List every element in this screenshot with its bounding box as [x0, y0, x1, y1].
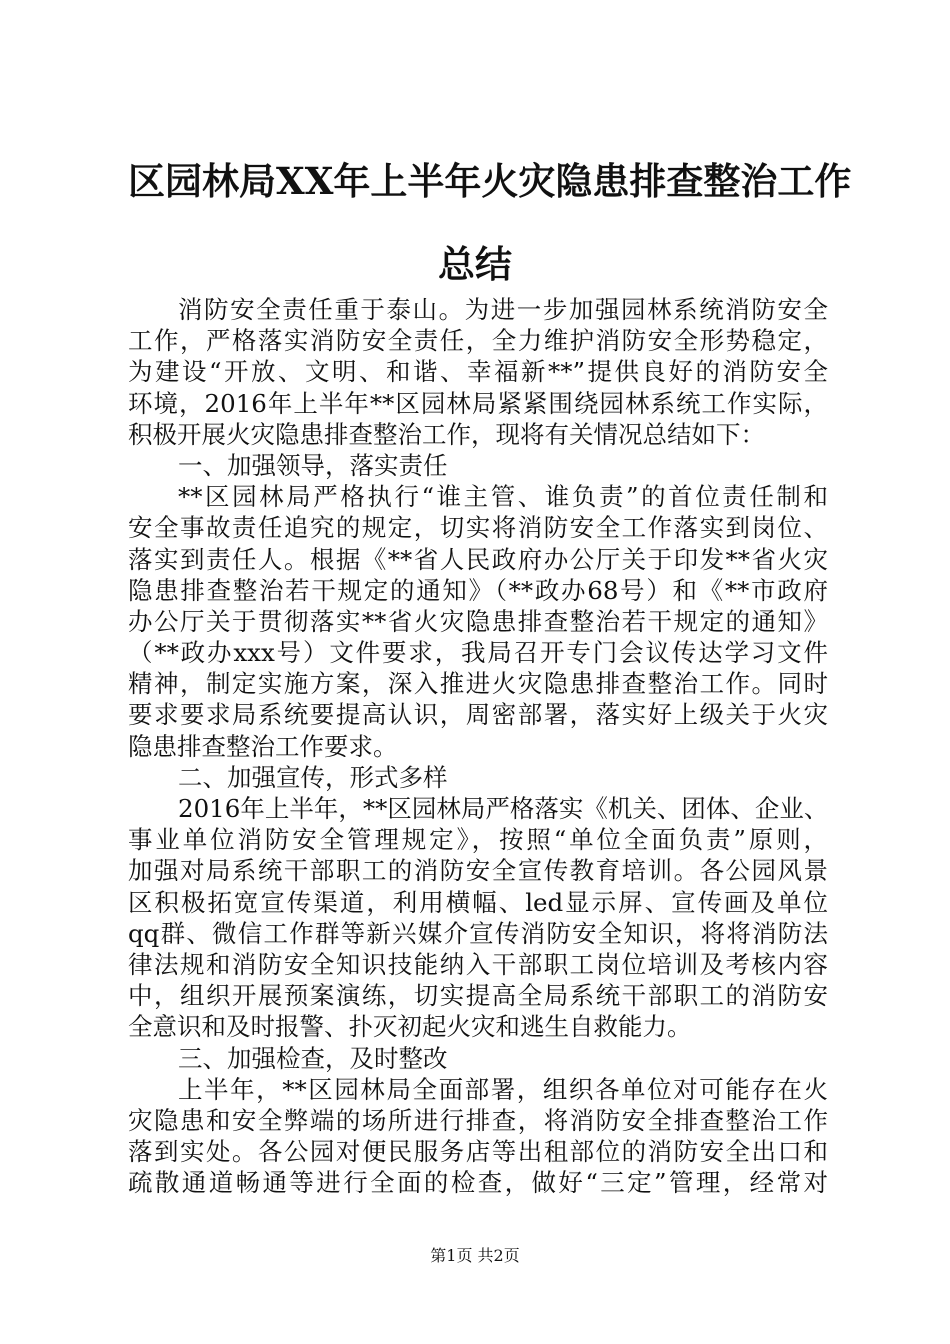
body-line: 上半年，**区园林局全面部署，组织各单位对可能存在火 — [178, 1074, 828, 1104]
section-heading-2: 二、加强宣传，形式多样 — [178, 762, 448, 792]
body-line: 律法规和消防安全知识技能纳入干部职工岗位培训及考核内容 — [128, 949, 828, 979]
body-line: 精神，制定实施方案，深入推进火灾隐患排查整治工作。同时 — [128, 669, 828, 699]
page-footer: 第1页 共2页 — [430, 1246, 520, 1265]
document-body — [128, 294, 828, 1198]
section-heading-1: 一、加强领导，落实责任 — [178, 450, 448, 480]
body-line: 事业单位消防安全管理规定》，按照“单位全面负责”原则， — [128, 825, 828, 855]
body-line: 积极开展火灾隐患排查整治工作，现将有关情况总结如下： — [128, 419, 765, 449]
body-line: 工作，严格落实消防安全责任，全力维护消防安全形势稳定， — [128, 326, 828, 356]
body-line: 加强对局系统干部职工的消防安全宣传教育培训。各公园风景 — [128, 856, 828, 886]
body-line: 区积极拓宽宣传渠道，利用横幅、led显示屏、宣传画及单位 — [128, 887, 828, 917]
body-line: 隐患排查整治工作要求。 — [128, 731, 398, 761]
body-line: 落实到责任人。根据《**省人民政府办公厅关于印发**省火灾 — [128, 544, 828, 574]
document-title-line-1: 区园林局XX年上半年火灾隐患排查整治工作 — [128, 159, 852, 203]
body-line: 疏散通道畅通等进行全面的检查，做好“三定”管理，经常对 — [128, 1168, 828, 1198]
document-title-line-2: 总结 — [438, 242, 512, 286]
body-line: 2016年上半年，**区园林局严格落实《机关、团体、企业、 — [178, 794, 829, 823]
body-line: 安全事故责任追究的规定，切实将消防安全工作落实到岗位、 — [128, 513, 828, 543]
body-line: 消防安全责任重于泰山。为进一步加强园林系统消防安全 — [178, 295, 828, 324]
body-line: **区园林局严格执行“谁主管、谁负责”的首位责任制和 — [178, 482, 828, 512]
body-line: 中，组织开展预案演练，切实提高全局系统干部职工的消防安 — [128, 981, 828, 1011]
body-line: （**政办xxx号）文件要求，我局召开专门会议传达学习文件 — [128, 638, 828, 668]
body-line: 环境，2016年上半年**区园林局紧紧围绕园林系统工作实际， — [128, 388, 828, 418]
body-line: 落到实处。各公园对便民服务店等出租部位的消防安全出口和 — [128, 1137, 828, 1167]
body-line: 灾隐患和安全弊端的场所进行排查，将消防安全排查整治工作 — [128, 1105, 828, 1135]
body-line: 办公厅关于贯彻落实**省火灾隐患排查整治若干规定的通知》 — [128, 606, 828, 636]
body-line: 为建设“开放、文明、和谐、幸福新**”提供良好的消防安全 — [128, 357, 828, 387]
body-line: qq群、微信工作群等新兴媒介宣传消防安全知识，将将消防法 — [128, 918, 828, 948]
body-line: 要求要求局系统要提高认识，周密部署，落实好上级关于火灾 — [128, 700, 828, 730]
section-heading-3: 三、加强检查，及时整改 — [178, 1043, 448, 1073]
body-line: 全意识和及时报警、扑灭初起火灾和逃生自救能力。 — [128, 1012, 692, 1042]
body-line: 隐患排查整治若干规定的通知》（**政办68号）和《**市政府 — [128, 575, 828, 605]
